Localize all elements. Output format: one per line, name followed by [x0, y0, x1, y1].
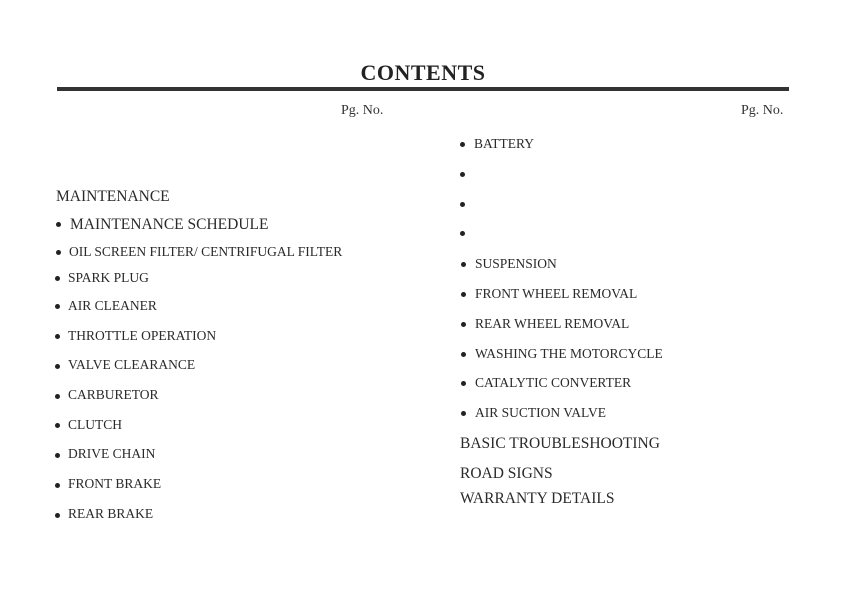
page-number-header-right: Pg. No. [741, 103, 784, 118]
section-heading-warranty-details: WARRANTY DETAILS [460, 490, 615, 507]
bullet-icon [461, 322, 466, 327]
page-number-header-left: Pg. No. [341, 103, 384, 118]
toc-item-throttle-operation: THROTTLE OPERATION [68, 328, 217, 343]
bullet-icon [55, 304, 60, 309]
bullet-icon [461, 352, 466, 357]
toc-item-maintenance-schedule: MAINTENANCE SCHEDULE [70, 216, 269, 233]
toc-item-air-cleaner: AIR CLEANER [68, 298, 157, 313]
toc-item-washing-the-motorcycle: WASHING THE MOTORCYCLE [475, 346, 663, 361]
bullet-icon [55, 276, 60, 281]
bullet-icon [461, 292, 466, 297]
section-heading-road-signs: ROAD SIGNS [460, 465, 553, 482]
toc-item-air-suction-valve: AIR SUCTION VALVE [475, 405, 607, 420]
bullet-icon [460, 202, 465, 207]
toc-item-rear-brake: REAR BRAKE [68, 506, 154, 521]
bullet-icon [56, 250, 61, 255]
toc-item-valve-clearance: VALVE CLEARANCE [68, 357, 196, 372]
toc-item-catalytic-converter: CATALYTIC CONVERTER [475, 375, 632, 390]
toc-item-drive-chain: DRIVE CHAIN [68, 446, 156, 461]
bullet-icon [460, 172, 465, 177]
toc-item-clutch: CLUTCH [68, 417, 122, 432]
bullet-icon [56, 222, 61, 227]
toc-item-suspension: SUSPENSION [475, 256, 557, 271]
bullet-icon [55, 423, 60, 428]
toc-item-battery: BATTERY [474, 136, 535, 151]
bullet-icon [461, 381, 466, 386]
bullet-icon [55, 453, 60, 458]
bullet-icon [55, 513, 60, 518]
bullet-icon [55, 364, 60, 369]
bullet-icon [461, 262, 466, 267]
toc-item-front-brake: FRONT BRAKE [68, 476, 162, 491]
bullet-icon [460, 142, 465, 147]
title-divider [57, 87, 789, 91]
toc-item-oil-screen-filter: OIL SCREEN FILTER/ CENTRIFUGAL FILTER [69, 244, 343, 259]
page-title: CONTENTS [360, 60, 486, 85]
section-heading-basic-troubleshooting: BASIC TROUBLESHOOTING [460, 435, 660, 452]
bullet-icon [461, 411, 466, 416]
section-heading-maintenance: MAINTENANCE [56, 188, 170, 205]
toc-item-spark-plug: SPARK PLUG [68, 270, 149, 285]
bullet-icon [55, 483, 60, 488]
toc-item-carburetor: CARBURETOR [68, 387, 159, 402]
bullet-icon [460, 231, 465, 236]
toc-item-front-wheel-removal: FRONT WHEEL REMOVAL [475, 286, 638, 301]
toc-item-rear-wheel-removal: REAR WHEEL REMOVAL [475, 316, 630, 331]
bullet-icon [55, 394, 60, 399]
bullet-icon [55, 334, 60, 339]
